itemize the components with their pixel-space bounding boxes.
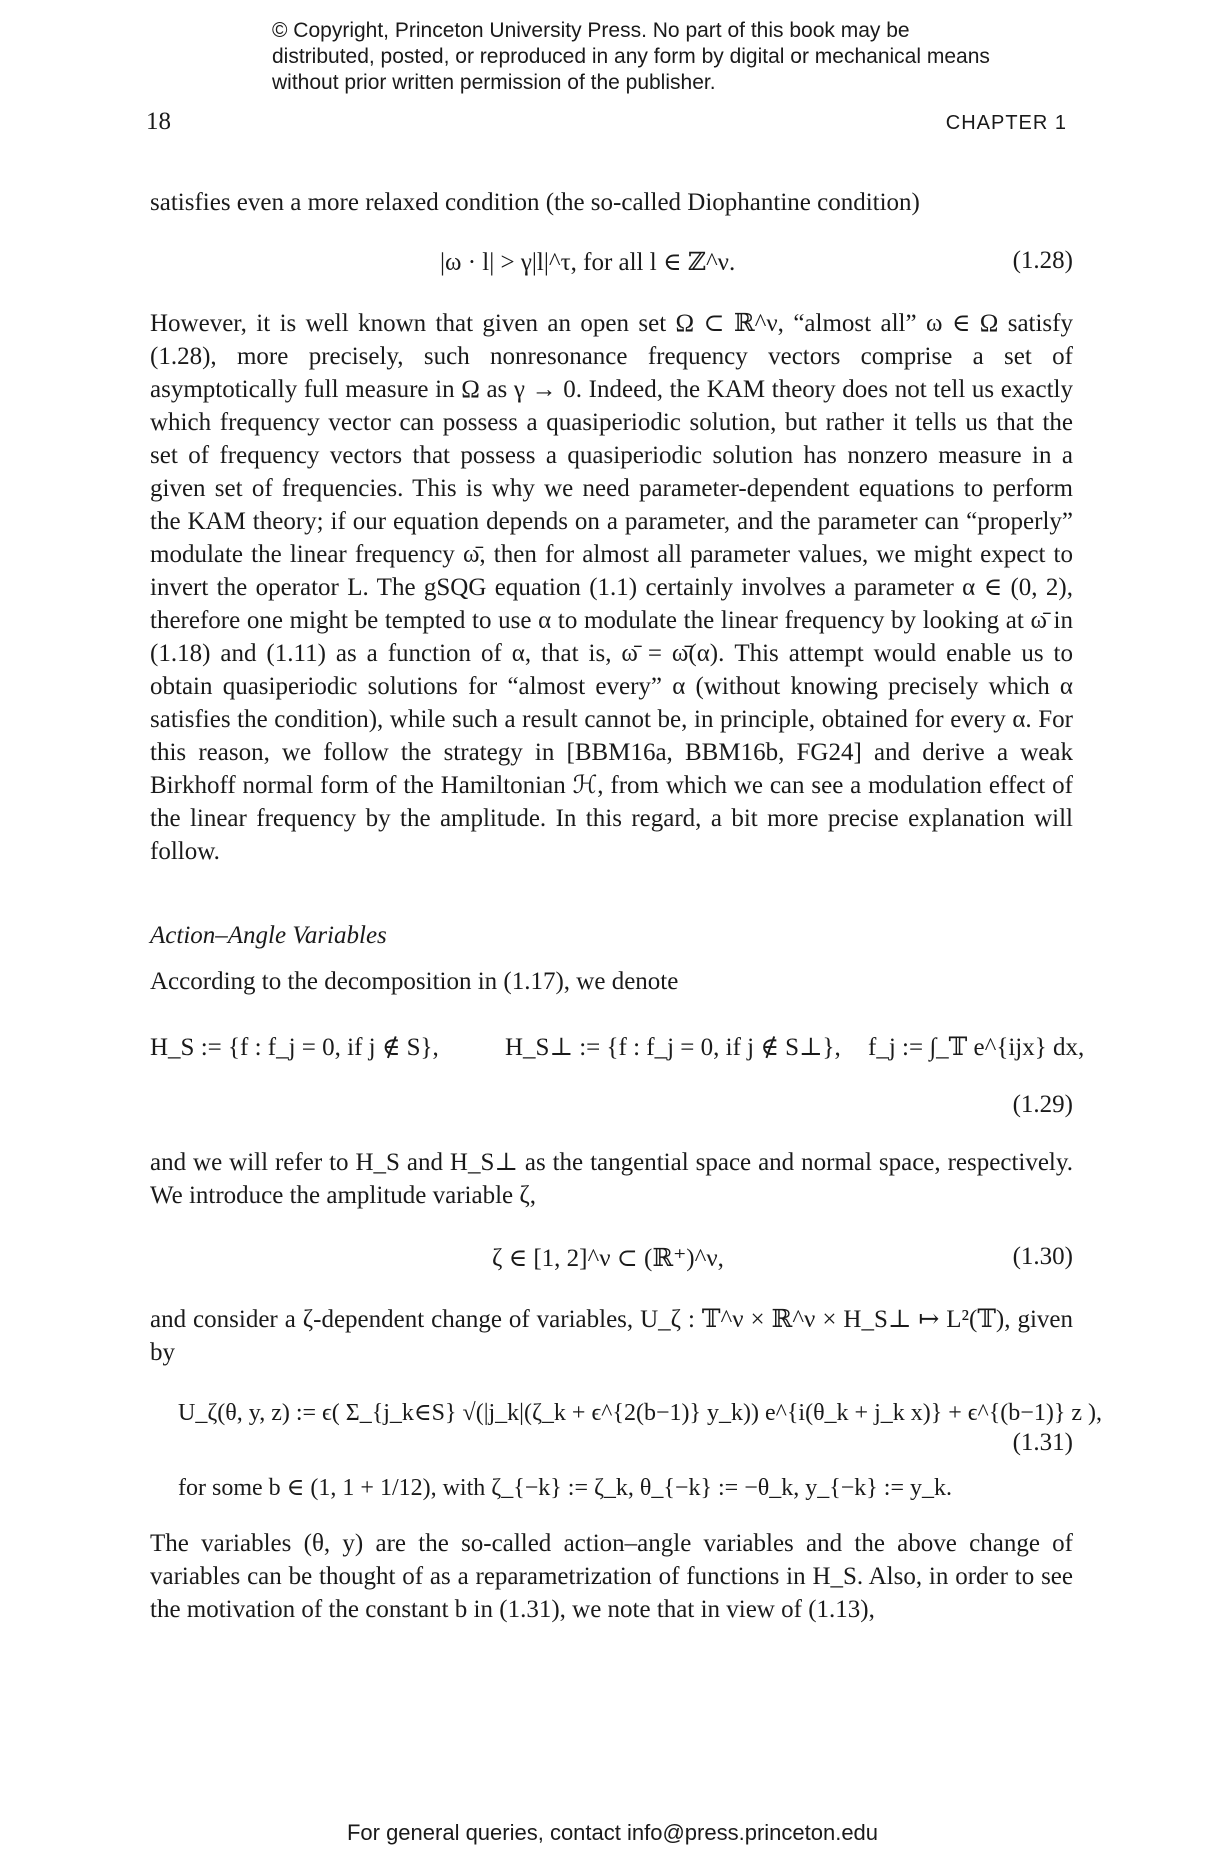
paragraph-4: and we will refer to H_S and H_S⊥ as the tangential space and normal space, respectively. We introduce the amplitude variable ζ, — [150, 1149, 1073, 1209]
equation-number-1-31: (1.31) — [1012, 1429, 1073, 1456]
equation-1-29-part2: H_S⊥ := {f : f_j = 0, if j ∉ S⊥}, — [505, 1034, 841, 1061]
equation-1-28: |ω · l| > γ|l|^τ, for all l ∈ ℤ^ν. — [440, 249, 736, 276]
paragraph-2: However, it is well known that given an open set Ω ⊂ ℝ^ν, “almost all” ω ∈ Ω satisfy (1.28), more precisely, such nonresonance frequency vectors comprise a set of asymptotically full measure in Ω as γ → 0. Indeed, the KAM theory does not tell us exactly which frequency vector can possess a quasiperiodic solution, but rather it tells us that the set of frequency vectors that possess a quasiperiodic solution has nonzero measure in a given set of frequencies. This is why we need parameter-dependent equations to perform the KAM theory; if our equation depends on a parameter, and the parameter can “properly” modulate the linear frequency ω̄, then for almost all parameter values, we might expect to invert the operator L. The gSQG equation (1.1) certainly involves a parameter α ∈ (0, 2), therefore one might be tempted to use α to modulate the linear frequency by looking at ω̄ in (1.18) and (1.11) as a function of α, that is, ω̄ = ω̄(α). This attempt would enable us to obtain quasiperiodic solutions for “almost every” α (without knowing precisely which α satisfies the condition), while such a result cannot be, in principle, obtained for every α. For this reason, we follow the strategy in [BBM16a, BBM16b, FG24] and derive a weak Birkhoff normal form of the Hamiltonian ℋ, from which we can see a modulation effect of the linear frequency by the amplitude. In this regard, a bit more precise explanation will follow. — [150, 310, 1073, 865]
equation-1-31: U_ζ(θ, y, z) := ϵ( Σ_{j_k∈S} √(|j_k|(ζ_k + ϵ^{2(b−1)} y_k)) e^{i(θ_k + j_k x)} + ϵ^{(b−1)} z ), — [178, 1400, 1102, 1426]
chapter-heading: CHAPTER 1 — [945, 112, 1067, 134]
footer-contact: For general queries, contact info@press.princeton.edu — [346, 1820, 879, 1845]
paragraph-3: According to the decomposition in (1.17), we denote — [150, 968, 679, 995]
paragraph-1: satisfies even a more relaxed condition (the so-called Diophantine condition) — [150, 189, 920, 216]
copyright-notice: © Copyright, Princeton University Press. No part of this book may be distributed, posted, or reproduced in any form by digital or mechanical means without prior written permission of the publisher. — [272, 19, 990, 94]
equation-1-31-condition: for some b ∈ (1, 1 + 1/12), with ζ_{−k} := ζ_k, θ_{−k} := −θ_k, y_{−k} := y_k. — [178, 1475, 952, 1501]
paragraph-5: and consider a ζ-dependent change of variables, U_ζ : 𝕋^ν × ℝ^ν × H_S⊥ ↦ L²(𝕋), given by — [150, 1306, 1073, 1366]
section-heading: Action–Angle Variables — [150, 922, 387, 949]
equation-number-1-30: (1.30) — [1012, 1243, 1073, 1270]
equation-number-1-28: (1.28) — [1012, 247, 1073, 274]
page-number: 18 — [146, 108, 171, 135]
paragraph-6: The variables (θ, y) are the so-called action–angle variables and the above change of variables can be thought of as a reparametrization of functions in H_S. Also, in order to see the motivation of the constant b in (1.31), we note that in view of (1.13), — [150, 1530, 1073, 1623]
equation-1-30: ζ ∈ [1, 2]^ν ⊂ (ℝ⁺)^ν, — [492, 1245, 724, 1272]
equation-1-29-part3: f_j := ∫_𝕋 e^{ijx} dx, — [868, 1034, 1085, 1061]
equation-1-29-part1: H_S := {f : f_j = 0, if j ∉ S}, — [150, 1034, 439, 1061]
equation-number-1-29: (1.29) — [1012, 1091, 1073, 1118]
